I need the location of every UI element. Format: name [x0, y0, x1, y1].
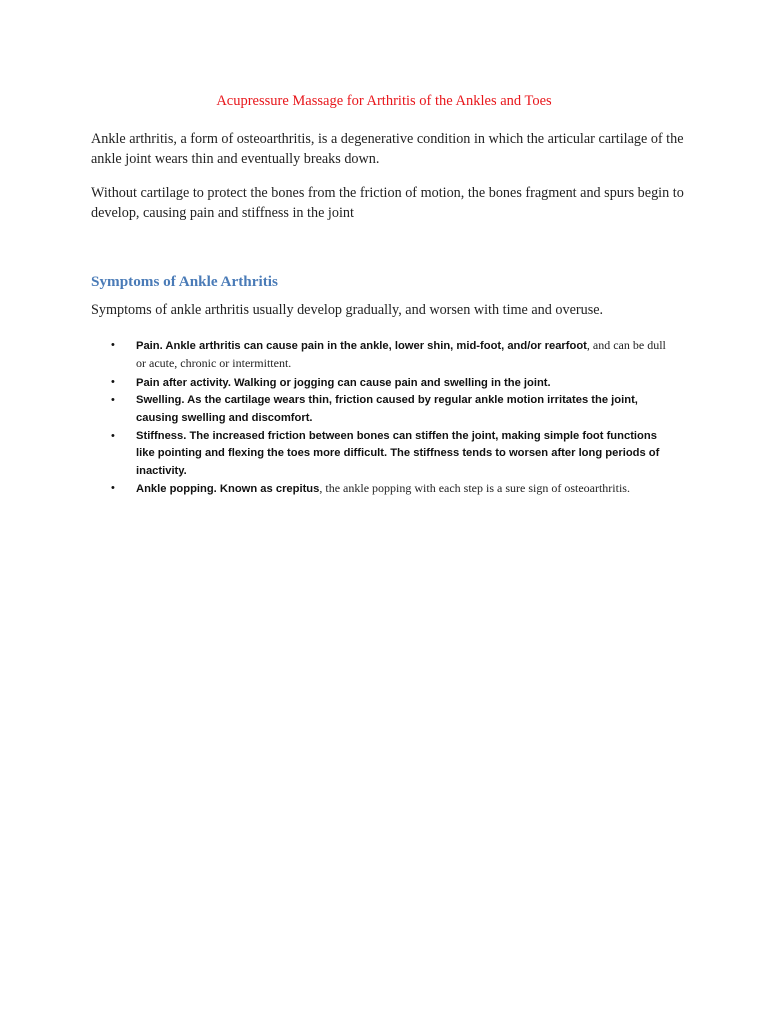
- symptom-bold-text: Ankle popping. Known as crepitus: [136, 483, 320, 495]
- symptom-bold-text: Pain. Ankle arthritis can cause pain in the ankle, lower shin, mid-foot, and/or rearfoot: [136, 340, 587, 352]
- intro-paragraph: Ankle arthritis, a form of osteoarthritis, is a degenerative condition in which the articular cartilage of the ankle joint wears thin and eventually breaks down.: [91, 131, 684, 167]
- bullet-icon: •: [111, 375, 115, 388]
- bullet-icon: •: [111, 339, 115, 351]
- document-title: Acupressure Massage for Arthritis of the Ankles and Toes: [216, 93, 552, 109]
- symptom-bold-text: Stiffness. The increased friction between bones can stiffen the joint, making simple foot functions like pointing and flexing the toes more difficult. The stiffness tends to worsen after long periods of inactivity.: [136, 429, 660, 477]
- list-item: [104, 480, 674, 498]
- symptom-plain-text: , the ankle popping with each step is a sure sign of osteoarthritis.: [319, 481, 630, 495]
- symptom-plain-text: , and can be dull or acute, chronic or intermittent.: [136, 338, 666, 370]
- symptom-bold-text: Swelling. As the cartilage wears thin, friction caused by regular ankle motion irritates the joint, causing swelling and discomfort.: [136, 394, 638, 424]
- symptoms-intro: Symptoms of ankle arthritis usually develop gradually, and worsen with time and overuse.: [91, 302, 604, 318]
- bullet-icon: •: [111, 429, 115, 442]
- list-item: [104, 392, 674, 427]
- list-item: [104, 374, 674, 392]
- bullet-icon: •: [111, 482, 115, 494]
- cartilage-paragraph: Without cartilage to protect the bones from the friction of motion, the bones fragment and spurs begin to develop, causing pain and stiffness in the joint: [91, 185, 684, 221]
- symptoms-heading: Symptoms of Ankle Arthritis: [91, 273, 278, 290]
- bullet-icon: •: [111, 394, 115, 406]
- list-item: [104, 428, 674, 480]
- symptom-list: [104, 337, 674, 499]
- symptom-bold-text: Pain after activity. Walking or jogging can cause pain and swelling in the joint.: [136, 376, 551, 389]
- list-item: [104, 337, 674, 373]
